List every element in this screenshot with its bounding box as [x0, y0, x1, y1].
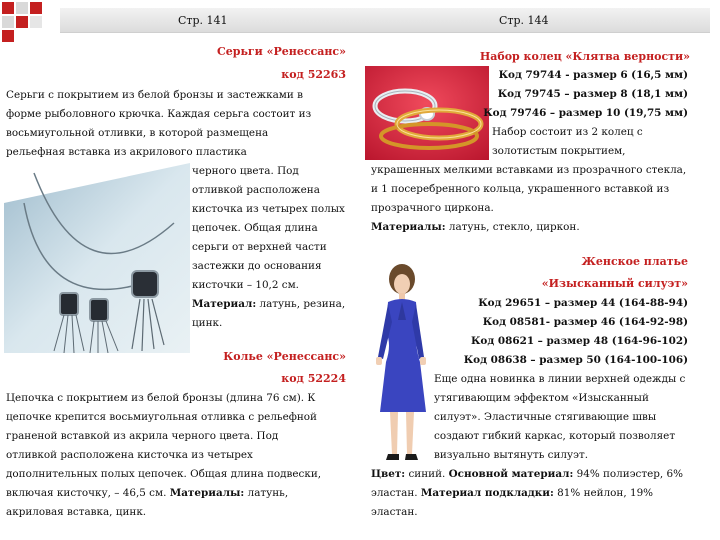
text-line: эластан.: [371, 506, 418, 518]
dress-code-line: Код 08638 – размер 50 (164-100-106): [463, 354, 688, 366]
text-line: застежки до основания: [192, 260, 322, 272]
text-line: создают гибкий каркас, который позволяет: [434, 430, 676, 442]
main-material-value: 94% полиэстер, 6%: [576, 468, 683, 480]
material-label: Материал:: [192, 298, 257, 310]
dress-code-line: Код 29651 – размер 44 (164-88-94): [478, 297, 688, 309]
color-value: синий.: [408, 468, 446, 480]
text-line: дополнительных полых цепочек. Общая длина подвески,: [6, 468, 322, 480]
text-line: отливкой расположена: [192, 184, 320, 196]
text-line: рельефная вставка из акрилового пластика: [6, 146, 247, 158]
earrings-necklace-photo: [4, 163, 190, 353]
text-line: золотистым покрытием,: [492, 145, 626, 157]
text-line: визуально вытянуть силуэт.: [434, 449, 588, 461]
text-line: восьмиугольной отливки, в которой размещена: [6, 127, 269, 139]
text-line: Еще одна новинка в линии верхней одежды с: [434, 373, 686, 385]
red-square-icon: [2, 2, 14, 14]
rings-material: [371, 218, 686, 237]
text-line: форме рыболовного крючка. Каждая серьга состоит из: [6, 108, 312, 120]
gray-square-icon: [16, 2, 28, 14]
red-square-icon: [30, 2, 42, 14]
material-label: Материалы:: [371, 221, 446, 233]
text-line: силуэт». Эластичные стягивающие швы: [434, 411, 657, 423]
necklace-description: [6, 389, 321, 522]
dress-model-photo: [366, 262, 436, 467]
lining-material-label: Материал подкладки:: [420, 487, 554, 499]
text-line: кисточка из четырех полых: [192, 203, 345, 215]
rings-description: [371, 161, 686, 237]
text-fragment: эластан.: [371, 487, 418, 499]
text-fragment: включая кисточку, – 46,5 см.: [6, 487, 167, 499]
dress-description: [434, 370, 685, 465]
text-line: граненой вставкой из акрила черного цвета. Под: [6, 430, 279, 442]
text-line: черного цвета. Под: [192, 165, 299, 177]
rings-code-line: Код 79746 – размер 10 (19,75 мм): [483, 107, 688, 119]
material-value: латунь, стекло, циркон.: [448, 221, 580, 233]
rings-side-text: [492, 123, 643, 161]
earrings-code: код 52263: [281, 68, 346, 81]
dress-materials: [371, 465, 683, 522]
earrings-material: [192, 295, 345, 314]
necklace-code: код 52224: [281, 372, 346, 385]
text-line: отливкой расположена кисточка из четырех: [6, 449, 253, 461]
text-line: цинк.: [192, 317, 223, 329]
gray-square-icon: [30, 16, 42, 28]
rings-codes: [440, 66, 688, 123]
text-line: цепочке крепится восьмиугольная отливка с рельефной: [6, 411, 317, 423]
material-value: латунь, резина,: [259, 298, 346, 310]
rings-title: Набор колец «Клятва верности»: [479, 50, 690, 63]
dress-color-line: [371, 465, 683, 484]
main-material-label: Основной материал:: [448, 468, 574, 480]
text-line: акриловая вставка, цинк.: [6, 506, 147, 518]
text-line: прозрачного циркона.: [371, 202, 494, 214]
material-value: латунь,: [247, 487, 289, 499]
red-square-icon: [2, 30, 14, 42]
header-bar: [60, 8, 710, 33]
text-line: Набор состоит из 2 колец с: [492, 126, 643, 138]
rings-code-line: Код 79745 – размер 8 (18,1 мм): [497, 88, 688, 100]
red-square-icon: [16, 16, 28, 28]
dress-subtitle: «Изысканный силуэт»: [541, 277, 688, 290]
dress-title: Женское платье: [581, 255, 688, 268]
earrings-title: Серьги «Ренессанс»: [217, 45, 346, 58]
corner-decoration: [0, 0, 60, 44]
necklace-title: Колье «Ренессанс»: [223, 350, 346, 363]
rings-code-line: Код 79744 - размер 6 (16,5 мм): [498, 69, 688, 81]
color-label: Цвет:: [371, 468, 406, 480]
earrings-description: [6, 86, 311, 162]
dress-codes: [440, 294, 688, 370]
text-line: украшенных мелкими вставками из прозрачного стекла,: [371, 164, 687, 176]
text-line: утягивающим эффектом «Изысканный: [434, 392, 649, 404]
dress-lining-line: [371, 484, 683, 503]
material-label: Материалы:: [169, 487, 245, 499]
necklace-material: [6, 484, 321, 503]
left-page-number: Стр. 141: [178, 14, 228, 27]
text-line: кисточки – 10,2 см.: [192, 279, 299, 291]
gray-square-icon: [2, 16, 14, 28]
text-line: Цепочка с покрытием из белой бронзы (длина 76 см). К: [6, 392, 316, 404]
lining-material-value: 81% нейлон, 19%: [557, 487, 654, 499]
earrings-side-text: [192, 162, 345, 333]
text-line: и 1 посеребренного кольца, украшенного вставкой из: [371, 183, 670, 195]
dress-code-line: Код 08581- размер 46 (164-92-98): [482, 316, 688, 328]
text-line: цепочек. Общая длина: [192, 222, 318, 234]
text-line: серьги от верхней части: [192, 241, 327, 253]
right-page-number: Стр. 144: [499, 14, 549, 27]
dress-code-line: Код 08621 – размер 48 (164-96-102): [470, 335, 688, 347]
text-line: Серьги с покрытием из белой бронзы и застежками в: [6, 89, 303, 101]
